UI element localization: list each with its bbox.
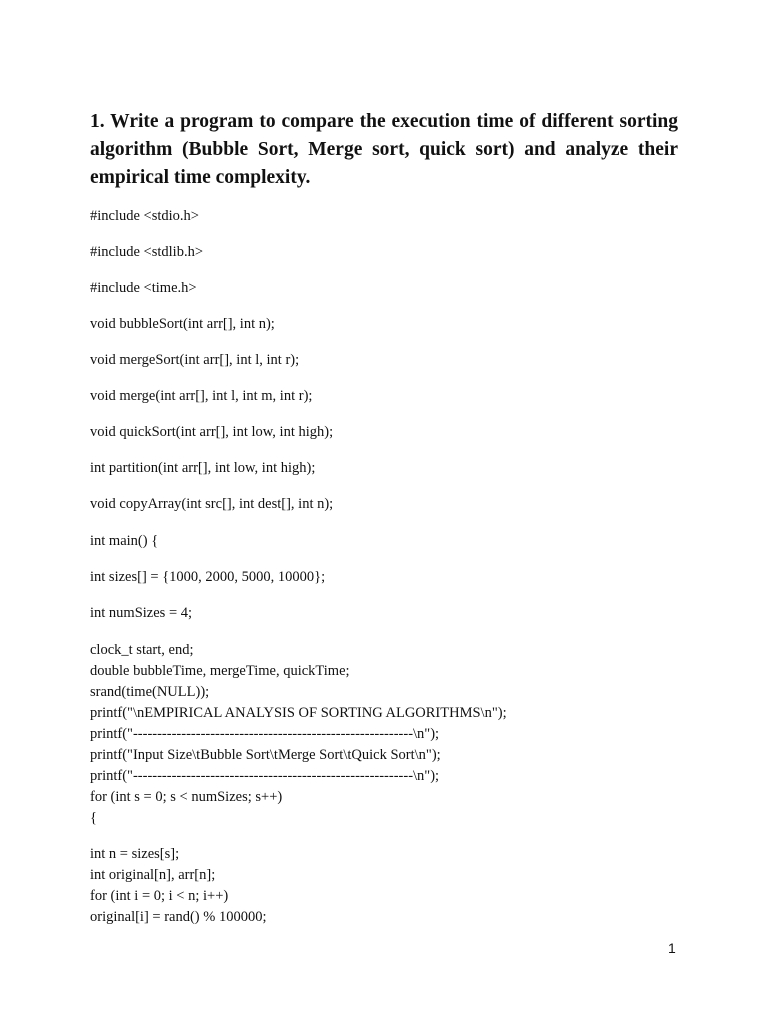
code-line-srand: srand(time(NULL)); [90, 684, 210, 700]
code-line-include-time: #include <time.h> [90, 280, 197, 296]
code-line-numsizes: int numSizes = 4; [90, 605, 193, 621]
code-line-copyarray-prototype: void copyArray(int src[], int dest[], int n); [90, 496, 334, 512]
code-line-printf-title: printf("\nEMPIRICAL ANALYSIS OF SORTING ALGORITHMS\n"); [90, 705, 507, 721]
code-line-times: double bubbleTime, mergeTime, quickTime; [90, 663, 350, 679]
code-line-printf-divider: printf("----------------------------------------------------------\n"); [90, 726, 440, 742]
code-line-printf-divider: printf("----------------------------------------------------------\n"); [90, 768, 440, 784]
code-line-open-brace: { [90, 810, 97, 826]
code-line-for-fill: for (int i = 0; i < n; i++) [90, 888, 229, 904]
code-line-sizes: int sizes[] = {1000, 2000, 5000, 10000}; [90, 569, 326, 585]
code-line-n: int n = sizes[s]; [90, 846, 180, 862]
code-line-arrays: int original[n], arr[n]; [90, 867, 216, 883]
code-line-for-sizes: for (int s = 0; s < numSizes; s++) [90, 789, 283, 805]
code-line-printf-header: printf("Input Size\tBubble Sort\tMerge Sort\tQuick Sort\n"); [90, 747, 441, 763]
code-line-rand-fill: original[i] = rand() % 100000; [90, 909, 267, 925]
page-number: 1 [668, 940, 676, 956]
code-line-bubblesort-prototype: void bubbleSort(int arr[], int n); [90, 316, 275, 332]
code-line-include-stdio: #include <stdio.h> [90, 208, 199, 224]
code-line-quicksort-prototype: void quickSort(int arr[], int low, int high); [90, 424, 334, 440]
code-line-main: int main() { [90, 533, 159, 549]
code-line-mergesort-prototype: void mergeSort(int arr[], int l, int r); [90, 352, 300, 368]
code-line-partition-prototype: int partition(int arr[], int low, int high); [90, 460, 316, 476]
code-line-include-stdlib: #include <stdlib.h> [90, 244, 204, 260]
question-heading: 1. Write a program to compare the execution time of different sorting algorithm (Bubble Sort, Merge sort, quick sort) and analyze their empirical time complexity. [90, 111, 678, 188]
code-line-clock: clock_t start, end; [90, 642, 194, 658]
code-line-merge-prototype: void merge(int arr[], int l, int m, int r); [90, 388, 313, 404]
